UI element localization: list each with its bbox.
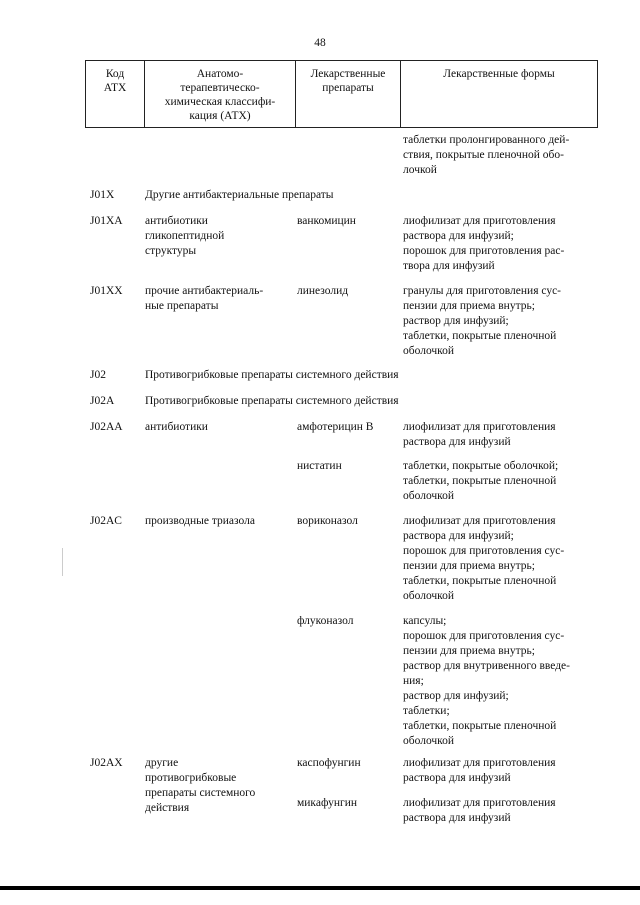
- atc-line: структуры: [145, 245, 197, 257]
- form-line: оболочкой: [403, 345, 455, 357]
- forms-j01xa: [403, 214, 564, 274]
- form-line: порошок для приготовления рас-: [403, 245, 565, 257]
- header-forms-label: Лекарственные формы: [443, 68, 555, 80]
- form-line: оболочкой: [403, 590, 455, 602]
- form-line: твора для инфузий: [403, 260, 495, 272]
- drug-voriconazole: вориконазол: [297, 515, 358, 527]
- title-j01x: Другие антибактериальные препараты: [145, 189, 334, 201]
- header-code-line: АТХ: [103, 82, 127, 94]
- form-line: раствора для инфузий: [403, 812, 511, 824]
- form-line: ствия, покрытые пленочной обо-: [403, 149, 564, 161]
- drug-amphotericin: амфотерицин В: [297, 421, 374, 433]
- forms-caspofungin: [403, 756, 556, 786]
- drug-fluconazole: флуконазол: [297, 615, 354, 627]
- form-line: таблетки, покрытые пленочной: [403, 720, 557, 732]
- form-line: пензии для приема внутрь;: [403, 300, 535, 312]
- form-line: раствор для инфузий;: [403, 690, 509, 702]
- form-line: таблетки;: [403, 705, 450, 717]
- atc-line: прочие антибактериаль-: [145, 285, 264, 297]
- header-atc-line: химическая классифи-: [164, 96, 276, 108]
- form-line: таблетки, покрытые пленочной: [403, 330, 557, 342]
- drug-j01xa: ванкомицин: [297, 215, 356, 227]
- form-line: таблетки, покрытые оболочкой;: [403, 460, 559, 472]
- code-j01xa: J01XA: [90, 215, 123, 227]
- title-j02a: Противогрибковые препараты системного действия: [145, 395, 399, 407]
- form-line: порошок для приготовления сус-: [403, 545, 565, 557]
- form-line: оболочкой: [403, 735, 455, 747]
- form-line: капсулы;: [403, 615, 447, 627]
- header-atc-line: Анатомо-: [196, 68, 244, 80]
- form-line: пензии для приема внутрь;: [403, 560, 535, 572]
- bottom-rule: [0, 886, 640, 890]
- atc-line: действия: [145, 802, 190, 814]
- title-j02: Противогрибковые препараты системного действия: [145, 369, 399, 381]
- code-j01xx: J01XX: [90, 285, 123, 297]
- forms-fluconazole: [403, 614, 570, 749]
- drug-micafungin: микафунгин: [297, 797, 358, 809]
- drug-nystatin: нистатин: [297, 460, 342, 472]
- atc-line: антибиотики: [145, 215, 208, 227]
- form-line: гранулы для приготовления сус-: [403, 285, 562, 297]
- form-line: лиофилизат для приготовления: [403, 797, 556, 809]
- form-line: ния;: [403, 675, 424, 687]
- atc-line: препараты системного: [145, 787, 256, 799]
- form-line: таблетки пролонгированного дей-: [403, 134, 570, 146]
- header-code-line: Код: [105, 68, 125, 80]
- forms-voriconazole: [403, 514, 564, 604]
- code-j02ac: J02AC: [90, 515, 122, 527]
- header-drugs-line: препараты: [322, 82, 374, 94]
- atc-line: гликопептидной: [145, 230, 225, 242]
- header-forms: [401, 61, 597, 127]
- drug-caspofungin: каспофунгин: [297, 757, 361, 769]
- form-line: раствора для инфузий: [403, 436, 511, 448]
- form-line: порошок для приготовления сус-: [403, 630, 565, 642]
- form-line: лочкой: [403, 164, 437, 176]
- atc-j01xa: [145, 214, 224, 259]
- form-line: раствора для инфузий;: [403, 230, 514, 242]
- form-line: раствора для инфузий;: [403, 530, 514, 542]
- form-line: пензии для приема внутрь;: [403, 645, 535, 657]
- code-j02a: J02A: [90, 395, 115, 407]
- form-line: таблетки, покрытые пленочной: [403, 475, 557, 487]
- forms-j01xx: [403, 284, 561, 359]
- form-line: лиофилизат для приготовления: [403, 215, 556, 227]
- form-line: лиофилизат для приготовления: [403, 421, 556, 433]
- code-j01x: J01X: [90, 189, 115, 201]
- form-line: лиофилизат для приготовления: [403, 757, 556, 769]
- scan-margin-mark: [62, 548, 63, 576]
- forms-micafungin: [403, 796, 556, 826]
- header-atc: [145, 61, 295, 127]
- form-line: лиофилизат для приготовления: [403, 515, 556, 527]
- forms-amphotericin: [403, 420, 556, 450]
- atc-line: противогрибковые: [145, 772, 237, 784]
- forms-nystatin: [403, 459, 558, 504]
- atc-j02ac: производные триазола: [145, 515, 255, 527]
- atc-j02ax: [145, 756, 255, 816]
- header-code: [86, 61, 144, 127]
- atc-line: другие: [145, 757, 179, 769]
- form-line: таблетки, покрытые пленочной: [403, 575, 557, 587]
- atc-j02aa: антибиотики: [145, 421, 208, 433]
- header-drugs: [296, 61, 400, 127]
- atc-line: ные препараты: [145, 300, 219, 312]
- header-atc-line: терапевтическо-: [180, 82, 260, 94]
- continuation-forms: [403, 133, 569, 178]
- form-line: раствора для инфузий: [403, 772, 511, 784]
- code-j02aa: J02AA: [90, 421, 123, 433]
- form-line: раствор для внутривенного введе-: [403, 660, 570, 672]
- code-j02: J02: [90, 369, 106, 381]
- code-j02ax: J02AX: [90, 757, 123, 769]
- header-drugs-line: Лекарственные: [310, 68, 386, 80]
- form-line: раствор для инфузий;: [403, 315, 509, 327]
- header-atc-line: кация (АТХ): [189, 110, 251, 122]
- drug-j01xx: линезолид: [297, 285, 349, 297]
- form-line: оболочкой: [403, 490, 455, 502]
- page-number: 48: [314, 37, 326, 49]
- atc-j01xx: [145, 284, 263, 314]
- table-header: [85, 60, 598, 128]
